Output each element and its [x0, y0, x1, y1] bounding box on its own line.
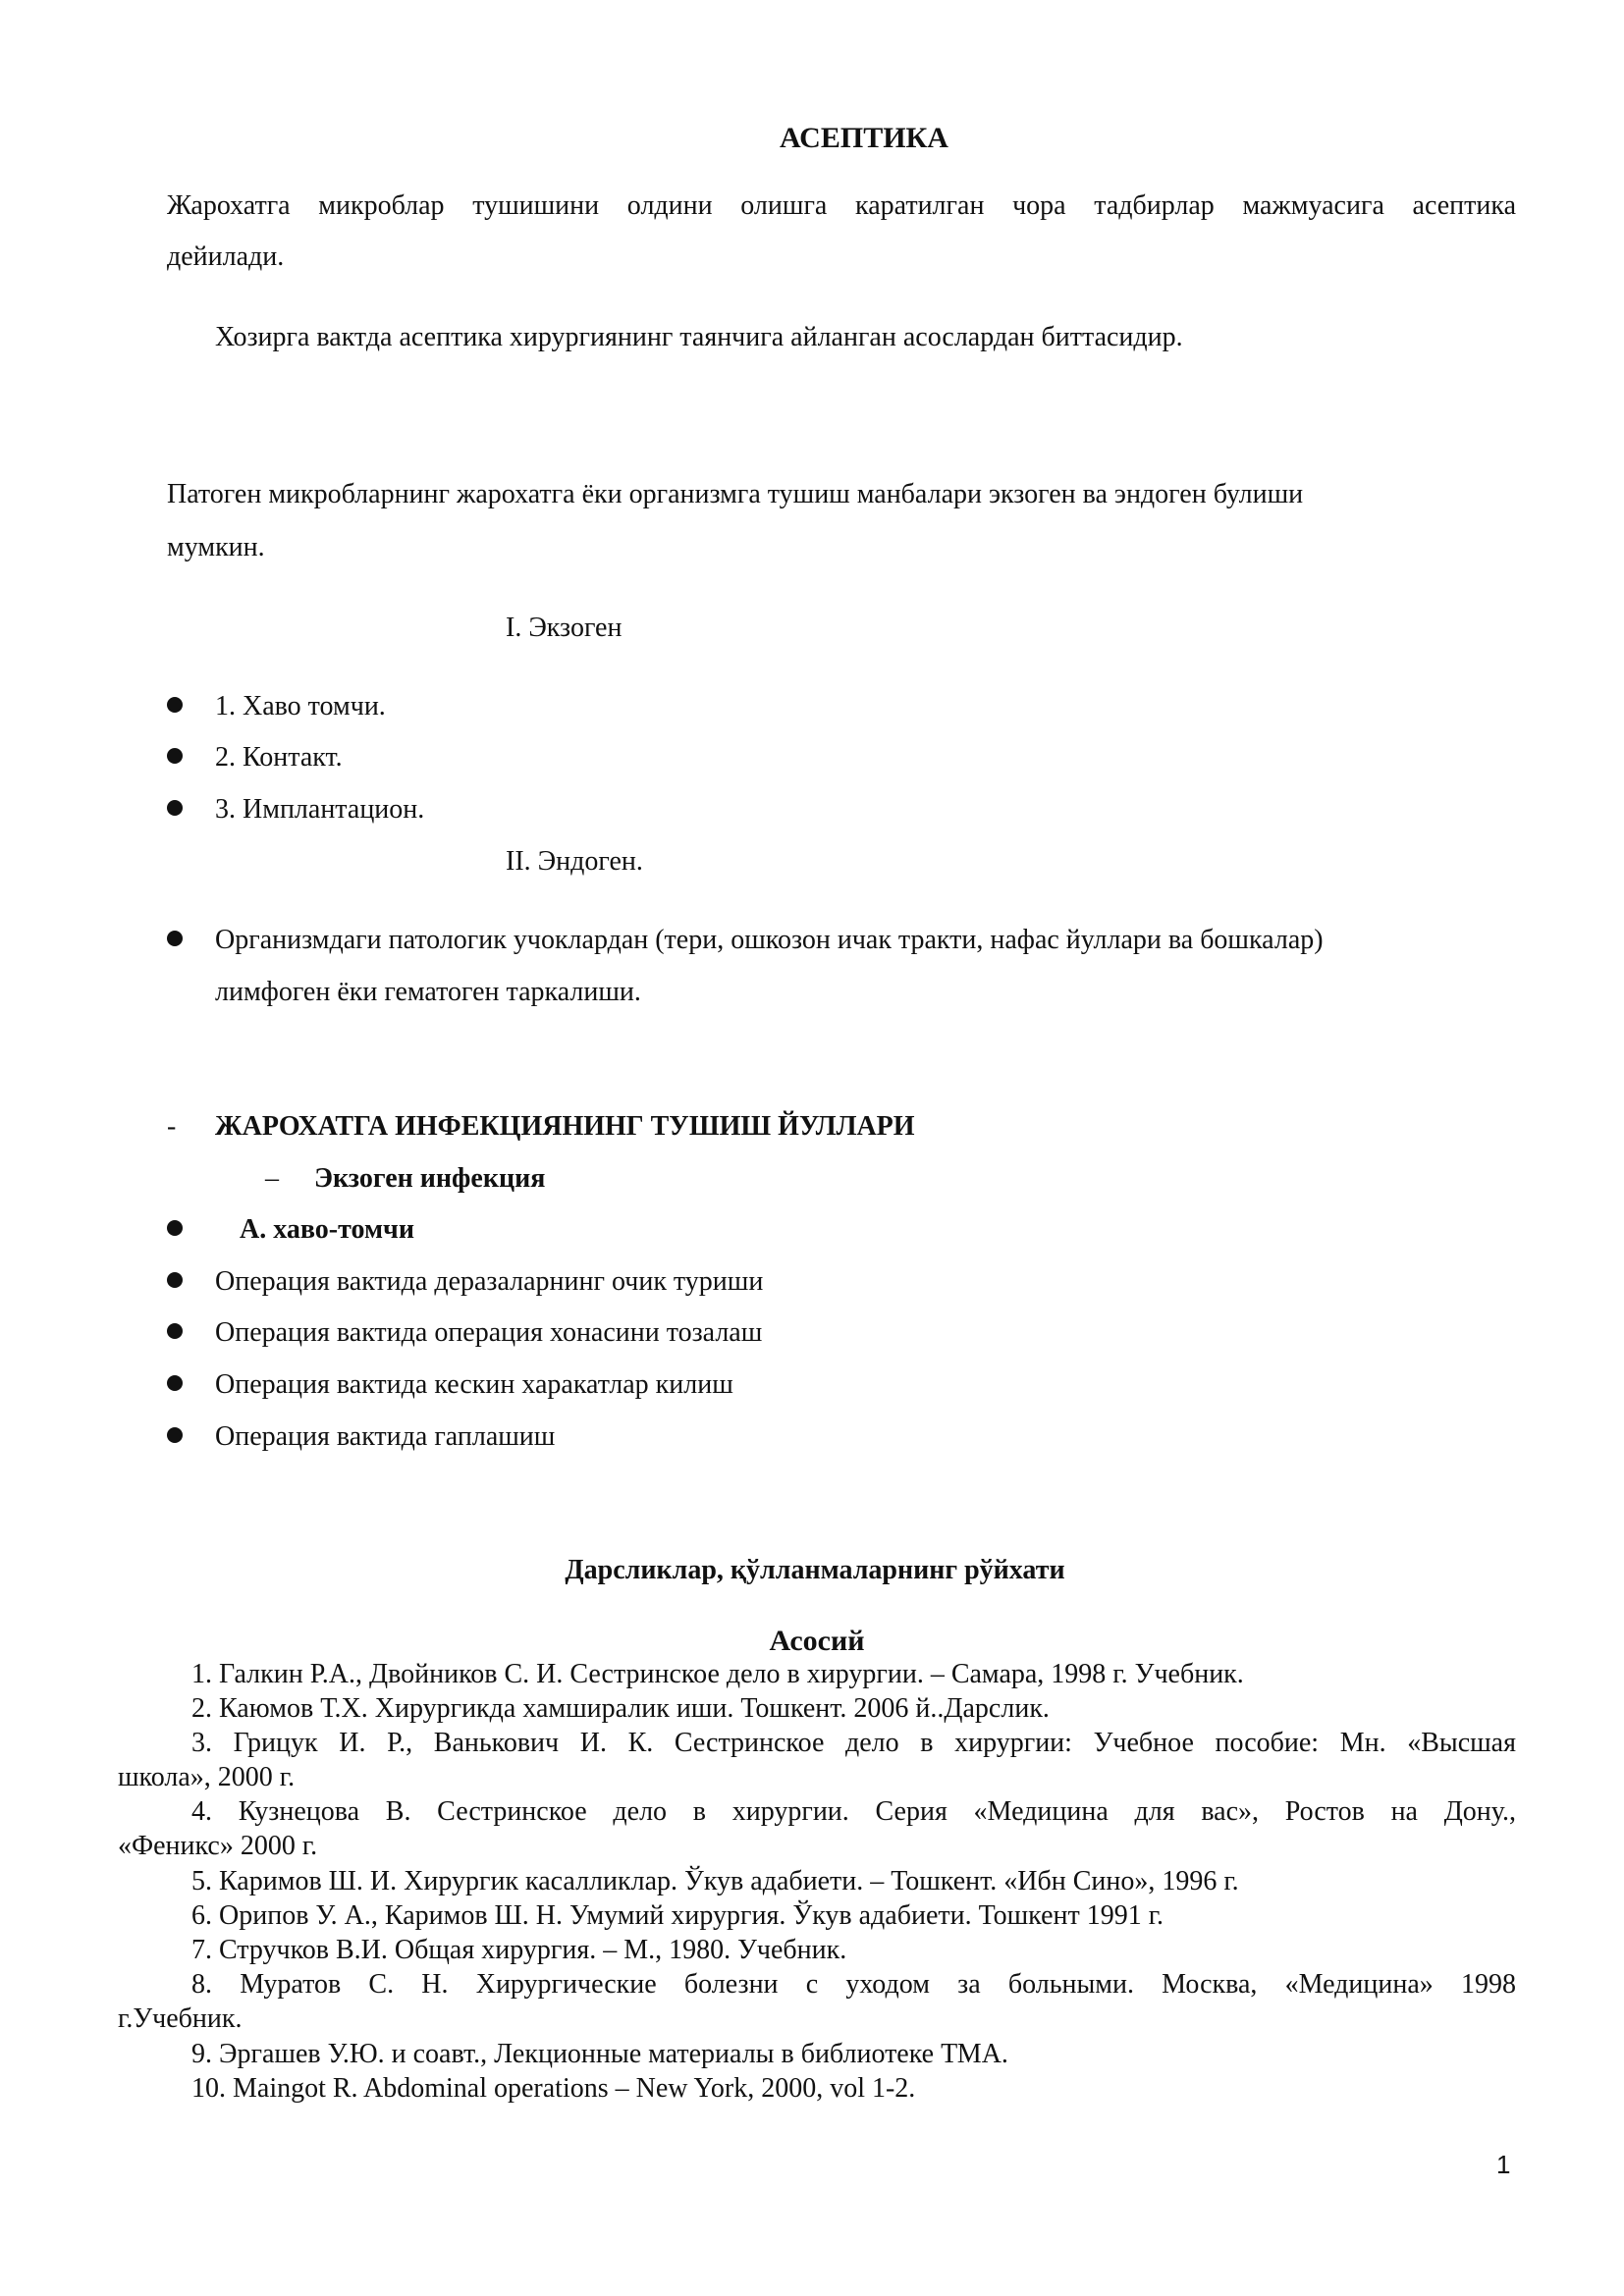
infection-item-2: Операция вактида операция хонасини тозалаш	[215, 1317, 763, 1348]
endogen-item-line-1: Организмдаги патологик учоклардан (тери, ошкозон ичак тракти, нафас йуллари ва бошкалар)	[215, 925, 1324, 955]
bullet-dot	[167, 697, 183, 713]
reference-4: 4. Кузнецова В. Сестринское дело в хирургии. Серия «Медицина для вас», Ростов на Дону.,	[191, 1796, 1516, 1827]
exogen-heading: I. Экзоген	[506, 613, 623, 643]
bullet-dot	[167, 800, 183, 816]
exogen-item-3: 3. Имплантацион.	[215, 794, 425, 825]
reference-7: 7. Стручков В.И. Общая хирургия. – М., 1980. Учебник.	[191, 1935, 847, 1965]
reference-3: 3. Грицук И. Р., Ванькович И. К. Сестринское дело в хирургии: Учебное пособие: Мн. «Высшая	[191, 1728, 1516, 1758]
reference-5: 5. Каримов Ш. И. Хирургик касалликлар. Ўкув адабиети. – Тошкент. «Ибн Сино», 1996 г.	[191, 1866, 1239, 1896]
endogen-item-line-2: лимфоген ёки гематоген таркалиши.	[215, 977, 641, 1007]
airborne-heading: А. хаво-томчи	[240, 1214, 414, 1245]
infection-item-1: Операция вактида деразаларнинг очик туриши	[215, 1266, 764, 1297]
exogen-item-2: 2. Контакт.	[215, 742, 343, 773]
reference-10: 10. Maingot R. Abdominal operations – New York, 2000, vol 1-2.	[191, 2073, 916, 2104]
references-heading: Дарсликлар, қўлланмаларнинг рўйхати	[565, 1555, 1065, 1585]
exogen-infection-subheading: Экзоген инфекция	[314, 1163, 546, 1194]
intro-line-2: дейилади.	[167, 241, 285, 272]
subheading-dash: –	[265, 1163, 279, 1194]
bullet-dot	[167, 1272, 183, 1288]
infection-item-3: Операция вактида кескин харакатлар килиш	[215, 1369, 733, 1400]
sources-line-2: мумкин.	[167, 532, 265, 562]
reference-8: 8. Муратов С. Н. Хирургические болезни с уходом за больными. Москва, «Медицина» 1998	[191, 1969, 1516, 2000]
reference-2: 2. Каюмов Т.Х. Хирургикда хамширалик иши. Тошкент. 2006 й..Дарслик.	[191, 1693, 1050, 1724]
page-number: 1	[1496, 2150, 1511, 2179]
exogen-item-1: 1. Хаво томчи.	[215, 691, 386, 721]
bullet-dot	[167, 748, 183, 764]
bullet-dot	[167, 1427, 183, 1443]
page-title: АСЕПТИКА	[780, 122, 948, 154]
sources-line-1: Патоген микробларнинг жарохатга ёки организмга тушиш манбалари экзоген ва эндоген булиши	[167, 479, 1304, 509]
references-subheading: Асосий	[769, 1625, 865, 1657]
reference-4-cont: «Феникс» 2000 г.	[118, 1831, 318, 1861]
reference-3-cont: школа», 2000 г.	[118, 1762, 296, 1792]
endogen-heading: II. Эндоген.	[506, 846, 643, 877]
bullet-dot	[167, 1323, 183, 1339]
bullet-dot	[167, 1375, 183, 1391]
intro-paragraph-2: Хозирга вактда асептика хирургиянинг таянчига айланган асослардан биттасидир.	[215, 322, 1183, 352]
infection-heading: ЖАРОХАТГА ИНФЕКЦИЯНИНГ ТУШИШ ЙУЛЛАРИ	[215, 1111, 915, 1142]
reference-9: 9. Эргашев У.Ю. и соавт., Лекционные материалы в библиотеке ТМА.	[191, 2039, 1008, 2069]
reference-8-cont: г.Учебник.	[118, 2003, 243, 2034]
reference-6: 6. Орипов У. А., Каримов Ш. Н. Умумий хирургия. Ўкув адабиети. Тошкент 1991 г.	[191, 1900, 1164, 1931]
infection-item-4: Операция вактида гаплашиш	[215, 1421, 556, 1452]
reference-1: 1. Галкин Р.А., Двойников С. И. Сестринское дело в хирургии. – Самара, 1998 г. Учебник.	[191, 1659, 1244, 1689]
bullet-dot	[167, 1220, 183, 1236]
heading-dash: -	[167, 1111, 177, 1142]
intro-line-1: Жарохатга микроблар тушишини олдини олишга каратилган чора тадбирлар мажмуасига асептика	[167, 190, 1516, 221]
bullet-dot	[167, 931, 183, 946]
